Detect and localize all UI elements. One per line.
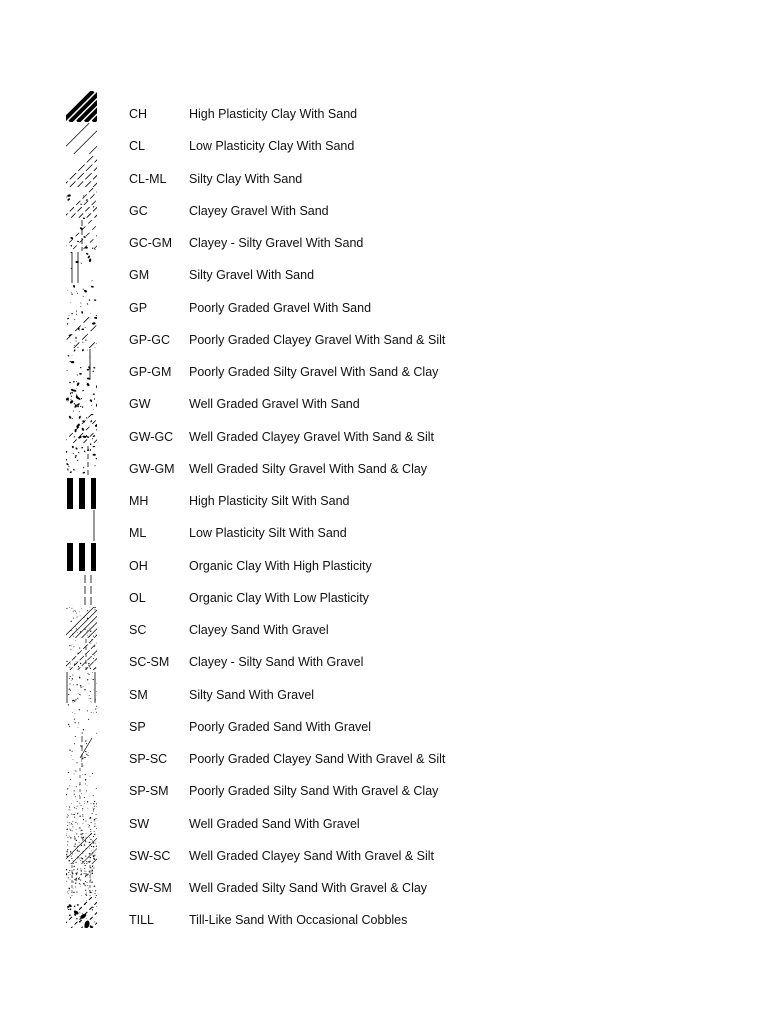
diagonal-vertical-gravel-pattern [66, 220, 97, 251]
soil-code: SM [129, 687, 148, 702]
soil-description: Poorly Graded Clayey Gravel With Sand & Silt [189, 332, 446, 347]
soil-pattern-swatch [66, 317, 97, 348]
soil-description: Organic Clay With Low Plasticity [189, 590, 369, 605]
soil-code: SC [129, 623, 147, 637]
soil-code: SP [129, 719, 146, 734]
legend-row [66, 801, 486, 833]
legend-row [66, 865, 486, 897]
soil-description: Poorly Graded Silty Sand With Gravel & Clay [189, 784, 439, 799]
soil-description: Well Graded Sand With Gravel [189, 816, 360, 831]
legend-row [66, 349, 486, 381]
soil-description: Low Plasticity Clay With Sand [189, 139, 355, 154]
soil-code: GW-GM [129, 461, 175, 476]
sparse-sand-vertical-pattern [66, 768, 97, 799]
soil-code: OL [129, 590, 146, 605]
legend-row [66, 607, 486, 639]
sparse-sand-pattern [66, 704, 97, 735]
soil-description: Silty Clay With Sand [189, 171, 303, 186]
heavy-vertical-bars-gapped-pattern [66, 543, 97, 574]
soil-pattern-swatch [66, 220, 97, 251]
diagonal-lines-gravel-pattern [66, 188, 97, 219]
soil-description: High Plasticity Clay With Sand [189, 107, 358, 121]
soil-code: OH [129, 558, 148, 573]
soil-code: CH [129, 107, 148, 121]
soil-description: Organic Clay With High Plasticity [189, 558, 372, 573]
soil-code: SW-SM [129, 881, 172, 895]
dense-gravel-diagonal-pattern [66, 414, 97, 445]
soil-pattern-swatch [66, 607, 97, 638]
soil-pattern-swatch [66, 123, 97, 154]
sparse-gravel-pattern [66, 285, 97, 316]
legend-row [66, 575, 486, 607]
soil-description: Poorly Graded Gravel With Sand [189, 300, 372, 315]
soil-code: ML [129, 526, 147, 541]
soil-pattern-swatch [66, 156, 97, 187]
soil-code: MH [129, 494, 149, 508]
soil-description: Clayey - Silty Gravel With Sand [189, 236, 364, 250]
soil-pattern-swatch [66, 704, 97, 735]
soil-code: SW-SC [129, 848, 171, 863]
legend-row [66, 897, 486, 929]
soil-code: SP-SC [129, 752, 168, 766]
soil-pattern-swatch [66, 897, 97, 928]
dense-gravel-pattern [66, 381, 97, 412]
sand-diagonal-pattern [66, 607, 97, 638]
soil-pattern-swatch [66, 639, 97, 670]
soil-code: GP-GC [129, 332, 170, 347]
soil-pattern-swatch [66, 285, 97, 316]
legend-row [66, 672, 486, 704]
soil-code: CL-ML [129, 171, 167, 186]
diagonal-lines-dashed-pattern [66, 156, 97, 187]
soil-description: Silty Sand With Gravel [189, 687, 315, 702]
legend-row [66, 123, 486, 155]
sparse-gravel-diagonal-pattern [66, 317, 97, 348]
soil-description: Poorly Graded Clayey Sand With Gravel & Silt [189, 752, 446, 766]
soil-pattern-swatch [66, 252, 97, 283]
soil-description: Low Plasticity Silt With Sand [189, 526, 347, 541]
dense-sand-pattern [66, 801, 97, 832]
till-cobbles-pattern [66, 897, 97, 928]
soil-pattern-swatch [66, 91, 97, 122]
soil-code: SP-SM [129, 784, 169, 799]
dense-sand-vertical-pattern [66, 865, 97, 896]
heavy-diagonal-stripes-pattern [66, 91, 97, 122]
legend-row [66, 704, 486, 736]
dense-sand-diagonal-pattern [66, 833, 97, 864]
soil-code: SW [129, 816, 150, 831]
soil-code: SC-SM [129, 655, 170, 670]
soil-description: Clayey Gravel With Sand [189, 203, 329, 218]
soil-code: GC [129, 203, 148, 218]
legend-row [66, 414, 486, 446]
soil-pattern-swatch [66, 478, 97, 509]
soil-description: Clayey - Silty Sand With Gravel [189, 655, 364, 670]
soil-pattern-swatch [66, 381, 97, 412]
soil-code: GW-GC [129, 429, 174, 444]
soil-pattern-swatch [66, 865, 97, 896]
soil-description: Silty Gravel With Sand [189, 268, 315, 283]
soil-pattern-swatch [66, 736, 97, 767]
vertical-lines-gravel-pattern [66, 252, 97, 283]
legend-row [66, 543, 486, 575]
soil-pattern-swatch [66, 188, 97, 219]
soil-description: Well Graded Clayey Sand With Gravel & Silt [189, 848, 435, 863]
legend-row [66, 381, 486, 413]
sand-vertical-pattern [66, 672, 97, 703]
legend-row [66, 768, 486, 800]
soil-pattern-swatch [66, 349, 97, 380]
legend-row [66, 639, 486, 671]
soil-code: TILL [129, 913, 155, 928]
legend-row [66, 478, 486, 510]
thin-vertical-line-pattern [66, 510, 97, 541]
legend-row [66, 510, 486, 542]
soil-description: Well Graded Gravel With Sand [189, 397, 360, 412]
legend-row [66, 188, 486, 220]
soil-description: Well Graded Silty Gravel With Sand & Clay [189, 461, 428, 476]
soil-description: Poorly Graded Silty Gravel With Sand & Clay [189, 365, 439, 379]
legend-row [66, 833, 486, 865]
legend-row [66, 736, 486, 768]
legend-row [66, 156, 486, 188]
soil-code: GW [129, 397, 151, 412]
soil-pattern-swatch [66, 510, 97, 541]
soil-description: Well Graded Clayey Gravel With Sand & Silt [189, 429, 435, 444]
soil-pattern-swatch [66, 446, 97, 477]
soil-pattern-swatch [66, 672, 97, 703]
soil-pattern-swatch [66, 801, 97, 832]
soil-description: Till-Like Sand With Occasional Cobbles [189, 913, 408, 928]
soil-pattern-swatch [66, 543, 97, 574]
soil-pattern-swatch [66, 575, 97, 606]
legend-row [66, 285, 486, 317]
soil-pattern-swatch [66, 768, 97, 799]
soil-description: High Plasticity Silt With Sand [189, 494, 350, 508]
thin-diagonal-lines-pattern [66, 123, 97, 154]
soil-pattern-swatch [66, 833, 97, 864]
legend-row [66, 446, 486, 478]
sparse-gravel-vertical-pattern [66, 349, 97, 380]
legend-row [66, 91, 486, 123]
soil-code: CL [129, 139, 145, 154]
soil-description: Well Graded Silty Sand With Gravel & Clay [189, 881, 428, 895]
sparse-sand-diagonal-pattern [66, 736, 97, 767]
dense-gravel-vertical-pattern [66, 446, 97, 477]
soil-description: Clayey Sand With Gravel [189, 623, 329, 637]
soil-code: GP-GM [129, 365, 172, 379]
thin-vertical-lines-dashed-pattern [66, 575, 97, 606]
soil-description: Poorly Graded Sand With Gravel [189, 719, 372, 734]
legend-row [66, 317, 486, 349]
legend-row [66, 252, 486, 284]
soil-code: GP [129, 300, 148, 315]
soil-code: GC-GM [129, 236, 173, 250]
heavy-vertical-bars-pattern [66, 478, 97, 509]
soil-code: GM [129, 268, 150, 283]
legend-row [66, 220, 486, 252]
soil-legend [66, 91, 486, 930]
sand-diagonal-vertical-pattern [66, 639, 97, 670]
soil-pattern-swatch [66, 414, 97, 445]
